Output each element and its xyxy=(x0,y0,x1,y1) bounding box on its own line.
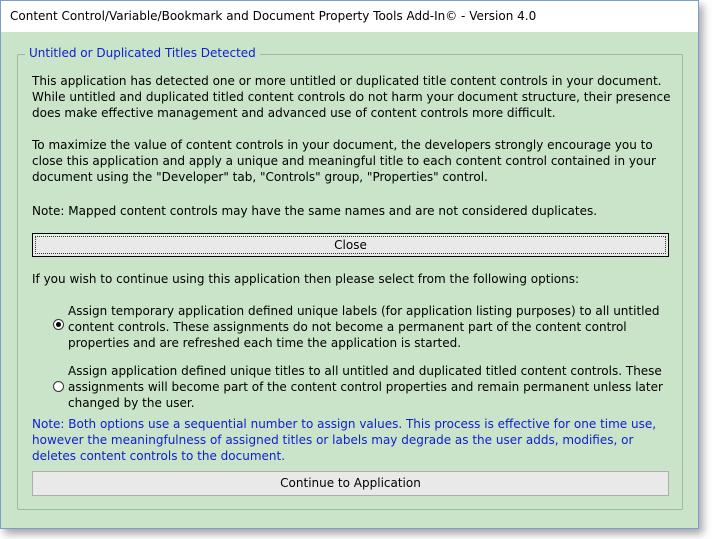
option-permanent-titles-radio[interactable] xyxy=(53,381,64,392)
dialog-body xyxy=(1,32,698,528)
intro-paragraph: This application has detected one or more untitled or duplicated title content controls in your document. While untitled and duplicated titled content controls do not harm your document structure, their presence does make effective management and advanced use of content controls more difficult. xyxy=(32,74,671,120)
continue-button[interactable]: Continue to Application xyxy=(32,471,669,496)
recommendation-paragraph: To maximize the value of content controls in your document, the developers strongly encourage you to close this application and apply a unique and meaningful title to each content control contained in your document using the "Developer" tab, "Controls" group, "Properties" control. xyxy=(32,138,656,184)
option-temporary-labels-radio[interactable] xyxy=(53,319,64,330)
title-bar[interactable] xyxy=(1,1,698,32)
window-title: Content Control/Variable/Bookmark and Document Property Tools Add-In© - Version 4.0 xyxy=(10,9,537,23)
close-button[interactable]: Close xyxy=(32,233,669,257)
radio-selected-dot xyxy=(56,322,61,327)
option-temporary-labels-text[interactable]: Assign temporary application defined unique labels (for application listing purposes) to all untitled content controls. These assignments do not become a permanent part of the content control properties and are refreshed each time the application is started. xyxy=(68,304,660,350)
mapped-note: Note: Mapped content controls may have the same names and are not considered duplicates. xyxy=(32,204,598,218)
options-note: Note: Both options use a sequential number to assign values. This process is effective for one time use, however the meaningfulness of assigned titles or labels may degrade as the user adds, modifies, or deletes content controls to the document. xyxy=(32,417,657,463)
group-box-title: Untitled or Duplicated Titles Detected xyxy=(25,46,260,60)
options-prompt: If you wish to continue using this application then please select from the following options: xyxy=(32,272,580,286)
option-permanent-titles-text[interactable]: Assign application defined unique titles to all untitled and duplicated titled content controls. These assignments will become part of the content control properties and remain permanent unless later changed by the user. xyxy=(68,364,663,410)
